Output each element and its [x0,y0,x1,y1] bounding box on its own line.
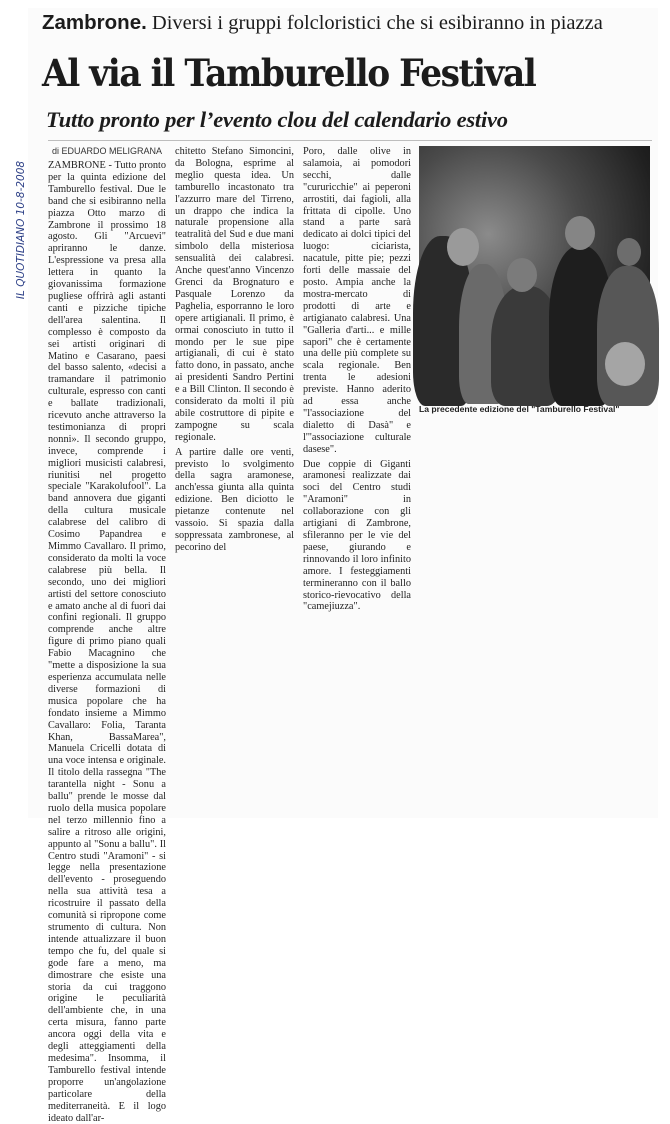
article-paragraph: chitetto Stefano Simoncini, da Bologna, esprime al meglio questa idea. Un tamburello incastonato tra l'azzurro mare del Tirreno, un drappo che indica la naturale propensione alla teatralità del Sud e due mani simbolo della misteriosa sensualità dei calabresi. Anche quest'anno Vincenzo Grenci da Brognaturo e Pasquale Lorenzo da Paghelia, esporranno le loro opere artigianali. Il primo, è ormai conosciuto in tutto il mondo per le sue pipe artigianali, di cui è stato fatto dono, in passato, anche ai presidenti Sandro Pertini e a Bill Clinton. Il secondo è considerato da molti il più abile costruttore di pipite e zampogne su scala regionale. [175,146,294,443]
crowd-figure [617,238,641,266]
crowd-figure [447,228,479,266]
photo-caption: La precedente edizione del "Tamburello Festival" [419,404,620,414]
kicker-line [42,10,662,36]
article-paragraph: ZAMBRONE - Tutto pronto per la quinta edizione del Tamburello festival. Due le band che si esibiranno nella piazza Otto marzo di Zambrone il prossimo 18 agosto. Gli "Arcuevi" apriranno le danze. L'espressione va presa alla lettera in quanto la giovanissima formazione pugliese offrirà agli astanti canti e pizziche tipiche dell'area salentina. Il complesso è composto da sei artisti originari di Matino e Casarano, paesi del basso salento, «decisi a tramandare il patrimonio culturale, espresso con canti e ballate tradizionali, ricevuto anche attraverso la testimonianza di propri nonni». Il secondo gruppo, invece, comprende i migliori musicisti calabresi, riunitisi nel progetto speciale "Karakolufool". La band annovera due giganti della cultura musicale calabrese del calibro di Cosimo Papandrea e Mimmo Cavallaro. Il primo, considerato da molti la voce calabrese più bella. Il secondo, uno dei migliori artisti del settore conosciuto e amato anche al di fuori dai confini regionali. Il gruppo comprende anche altre figure di primo piano quali Fabio Macagnino che "mette a disposizione la sua esperienza accumulata nelle diverse formazioni di musica popolare che ha fondato insieme a Mimmo Cavallaro: Folia, Taranta Khan, BassaMarea", Manuela Cricelli dotata di una voce intensa e originale. Il titolo della rassegna "The tarantella night - Sonu a ballu" prende le mosse dal ruolo della musica popolare nel terzo millennio fino a salire a ritroso alle origini, appunto al "Sonu a ballu". Il Centro studi "Aramoni" - si legge nella presentazione dell'evento - proseguendo nella sua attività tesa a ricostruire il passato della comunità si ripropone come strumento di cultura. Non intende attualizzare il buon tempo che fu, del quale si gode fare a meno, ma dimostrare che esiste una storia da cui traggono origine le peculiarità dell'ambiente che, in una certa misura, fanno parte ancora oggi della vita e degli atteggiamenti della medesima". Insomma, il Tamburello festival intende proporre un'angolazione particolare della mediterraneità. E il logo ideato dall'ar- [48,160,166,1124]
subheadline: Tutto pronto per l’evento clou del calendario estivo [46,107,508,132]
article-paragraph: Poro, dalle olive in salamoia, ai pomodori secchi, dalle "cururicchie" ai peperoni arrostiti, dai fagioli, alla frittata di cipolle. Uno stand a parte sarà dedicato ai dolci tipici del luogo: ciciarista, nacatule, pitte pie; pezzi forti delle massaie del posto. Ampia anche la mostra-mercato di prodotti di arte e artigianato calabresi. Una "Galleria d'arti... e mille sapori" che è certamente una delle più complete su scala regionale. Ben trenta le adesioni previste. Hanno aderito ad essa anche "l'associazione del dialetto di Dasà" e l'"associazione culturale dasese". [303,146,411,455]
article-paragraph: Due coppie di Giganti aramonesi realizzate dai soci del Centro studi "Aramoni" in collaborazione con gli artigiani di Zambrone, sfileranno per le vie del paese, giurando e rinnovando il loro infinito amore. I festeggiamenti termineranno con il ballo storico-rievocativo della "camejiuzza". [303,458,411,613]
article-column-2 [175,146,294,553]
headline: Al via il Tamburello Festival [42,51,536,95]
handwritten-source-note [4,140,32,330]
handwritten-source-text: IL QUOTIDIANO 10-8-2008 [15,160,27,300]
header-divider [48,140,652,141]
article-paragraph: A partire dalle ore venti, previsto lo svolgimento della sagra aramonese, anch'essa giunta alla quinta edizione. Ben diciotto le pietanze contenute nel vassoio. Si spazia dalla soppressata zambronese, al pecorino del [175,446,294,553]
crowd-figure [605,342,645,386]
crowd-figure [565,216,595,250]
kicker-place: Zambrone. [42,11,147,34]
article-column-1 [48,160,166,1124]
crowd-figure [507,258,537,292]
byline: di EDUARDO MELIGRANA [52,146,163,156]
festival-photo [419,146,650,398]
article-column-3 [303,146,411,613]
kicker-text: Diversi i gruppi folcloristici che si esibiranno in piazza [151,12,603,34]
